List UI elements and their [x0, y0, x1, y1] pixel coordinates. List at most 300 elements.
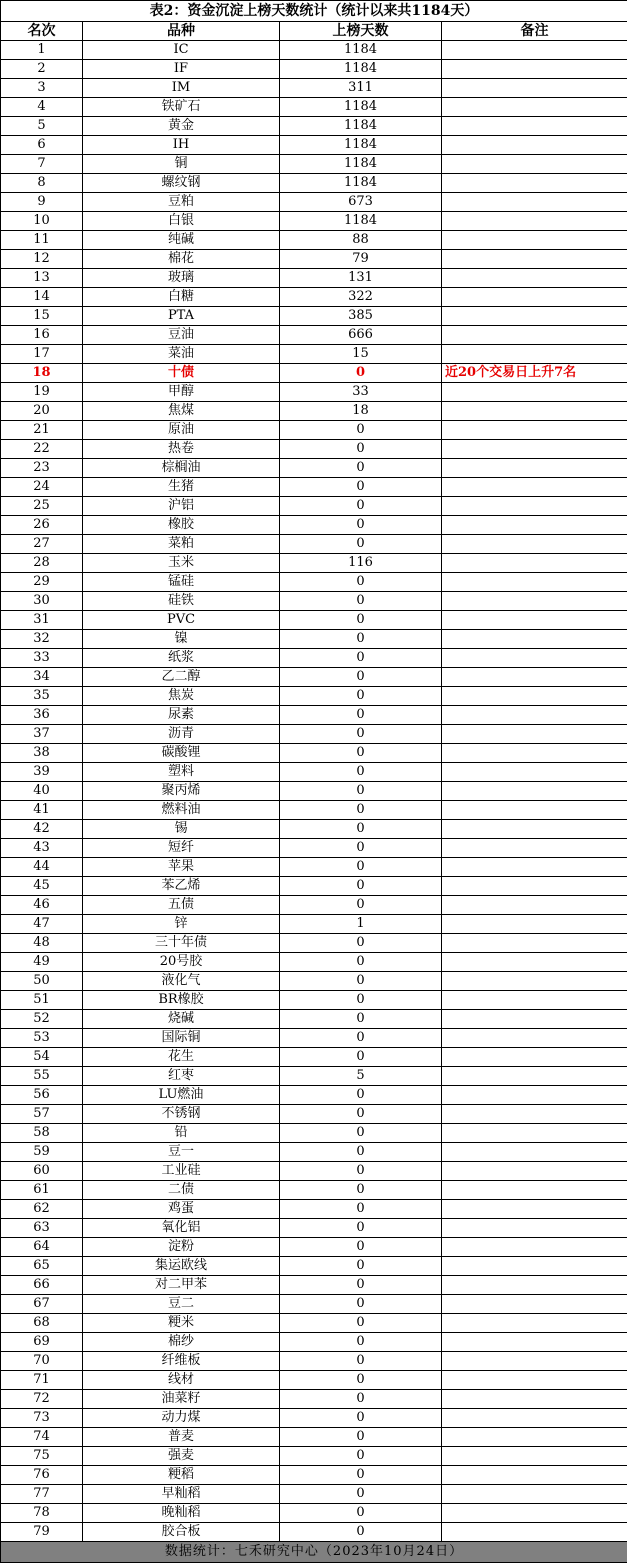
table-row — [1, 269, 627, 288]
cell-rank: 12 — [1, 250, 83, 269]
title-row — [1, 1, 627, 22]
header-rank: 名次 — [1, 22, 83, 41]
cell-days: 0 — [280, 1466, 442, 1485]
table-row — [1, 1029, 627, 1048]
table-row — [1, 459, 627, 478]
table-row — [1, 98, 627, 117]
cell-days: 0 — [280, 839, 442, 858]
cell-name: 黄金 — [83, 117, 280, 136]
cell-days: 0 — [280, 535, 442, 554]
cell-days: 0 — [280, 592, 442, 611]
cell-rank: 63 — [1, 1219, 83, 1238]
cell-name: 早籼稻 — [83, 1485, 280, 1504]
cell-note — [442, 782, 627, 801]
cell-name: 热卷 — [83, 440, 280, 459]
cell-name: 氧化铝 — [83, 1219, 280, 1238]
cell-days: 0 — [280, 744, 442, 763]
cell-note — [442, 516, 627, 535]
cell-name: 乙二醇 — [83, 668, 280, 687]
cell-note — [442, 630, 627, 649]
cell-days: 0 — [280, 1010, 442, 1029]
table-row — [1, 573, 627, 592]
cell-days: 0 — [280, 1523, 442, 1542]
cell-days: 385 — [280, 307, 442, 326]
cell-days: 0 — [280, 972, 442, 991]
table-row — [1, 858, 627, 877]
cell-name: 五债 — [83, 896, 280, 915]
cell-note — [442, 136, 627, 155]
cell-rank: 57 — [1, 1105, 83, 1124]
cell-rank: 72 — [1, 1390, 83, 1409]
table-row — [1, 706, 627, 725]
cell-name: 20号胶 — [83, 953, 280, 972]
table-row — [1, 250, 627, 269]
cell-rank: 28 — [1, 554, 83, 573]
cell-rank: 22 — [1, 440, 83, 459]
cell-days: 0 — [280, 611, 442, 630]
cell-days: 0 — [280, 1143, 442, 1162]
cell-rank: 48 — [1, 934, 83, 953]
cell-rank: 8 — [1, 174, 83, 193]
table-row — [1, 630, 627, 649]
cell-note — [442, 1504, 627, 1523]
cell-rank: 21 — [1, 421, 83, 440]
cell-days: 0 — [280, 687, 442, 706]
cell-note — [442, 649, 627, 668]
cell-note — [442, 1390, 627, 1409]
cell-rank: 79 — [1, 1523, 83, 1542]
cell-name: 短纤 — [83, 839, 280, 858]
cell-name: 工业硅 — [83, 1162, 280, 1181]
cell-rank: 10 — [1, 212, 83, 231]
header-note: 备注 — [442, 22, 627, 41]
header-row — [1, 22, 627, 41]
cell-name: 塑料 — [83, 763, 280, 782]
cell-name: 燃料油 — [83, 801, 280, 820]
cell-name: 普麦 — [83, 1428, 280, 1447]
cell-name: 生猪 — [83, 478, 280, 497]
cell-note — [442, 193, 627, 212]
cell-name: 花生 — [83, 1048, 280, 1067]
cell-rank: 77 — [1, 1485, 83, 1504]
table-row — [1, 288, 627, 307]
table-row — [1, 953, 627, 972]
cell-note — [442, 972, 627, 991]
cell-note — [442, 212, 627, 231]
table-row — [1, 364, 627, 383]
table-row — [1, 744, 627, 763]
cell-name: PTA — [83, 307, 280, 326]
table-row — [1, 1428, 627, 1447]
cell-name: 粳稻 — [83, 1466, 280, 1485]
table-row — [1, 1200, 627, 1219]
cell-name: 线材 — [83, 1371, 280, 1390]
cell-name: IM — [83, 79, 280, 98]
cell-rank: 73 — [1, 1409, 83, 1428]
cell-name: 镍 — [83, 630, 280, 649]
table-row — [1, 1219, 627, 1238]
cell-rank: 37 — [1, 725, 83, 744]
cell-note — [442, 877, 627, 896]
cell-rank: 43 — [1, 839, 83, 858]
cell-note — [442, 611, 627, 630]
cell-note — [442, 459, 627, 478]
cell-name: 铜 — [83, 155, 280, 174]
cell-days: 0 — [280, 440, 442, 459]
cell-name: 油菜籽 — [83, 1390, 280, 1409]
cell-note — [442, 307, 627, 326]
cell-rank: 67 — [1, 1295, 83, 1314]
table-row — [1, 991, 627, 1010]
cell-rank: 40 — [1, 782, 83, 801]
cell-days: 0 — [280, 421, 442, 440]
table-row — [1, 1314, 627, 1333]
cell-days: 0 — [280, 649, 442, 668]
cell-days: 0 — [280, 1314, 442, 1333]
cell-days: 0 — [280, 573, 442, 592]
table-row — [1, 687, 627, 706]
cell-name: 焦煤 — [83, 402, 280, 421]
cell-name: 锌 — [83, 915, 280, 934]
cell-rank: 14 — [1, 288, 83, 307]
cell-name: 红枣 — [83, 1067, 280, 1086]
cell-name: 锰硅 — [83, 573, 280, 592]
cell-days: 0 — [280, 1447, 442, 1466]
cell-name: 棕榈油 — [83, 459, 280, 478]
cell-note — [442, 1466, 627, 1485]
cell-rank: 59 — [1, 1143, 83, 1162]
cell-rank: 56 — [1, 1086, 83, 1105]
cell-note — [442, 288, 627, 307]
cell-rank: 68 — [1, 1314, 83, 1333]
table-row — [1, 1105, 627, 1124]
cell-note — [442, 1124, 627, 1143]
cell-name: PVC — [83, 611, 280, 630]
cell-name: 铅 — [83, 1124, 280, 1143]
cell-note — [442, 1428, 627, 1447]
cell-rank: 49 — [1, 953, 83, 972]
cell-note — [442, 421, 627, 440]
table-row — [1, 117, 627, 136]
cell-note — [442, 763, 627, 782]
cell-days: 1184 — [280, 98, 442, 117]
cell-note — [442, 1238, 627, 1257]
table-row — [1, 307, 627, 326]
table-row — [1, 801, 627, 820]
footer-row — [1, 1542, 627, 1563]
cell-days: 673 — [280, 193, 442, 212]
cell-rank: 69 — [1, 1333, 83, 1352]
cell-rank: 16 — [1, 326, 83, 345]
cell-note — [442, 554, 627, 573]
cell-note — [442, 706, 627, 725]
cell-name: 鸡蛋 — [83, 1200, 280, 1219]
table-row — [1, 193, 627, 212]
table-row — [1, 41, 627, 60]
cell-rank: 2 — [1, 60, 83, 79]
cell-days: 0 — [280, 1485, 442, 1504]
cell-name: 三十年债 — [83, 934, 280, 953]
cell-note — [442, 1181, 627, 1200]
cell-days: 79 — [280, 250, 442, 269]
table-row — [1, 1447, 627, 1466]
cell-name: 粳米 — [83, 1314, 280, 1333]
data-source-footer: 数据统计：七禾研究中心（2023年10月24日） — [1, 1542, 627, 1563]
cell-name: 棉花 — [83, 250, 280, 269]
table-row — [1, 1257, 627, 1276]
cell-name: 豆一 — [83, 1143, 280, 1162]
cell-note — [442, 326, 627, 345]
cell-note — [442, 1295, 627, 1314]
table-row — [1, 1238, 627, 1257]
table-row — [1, 497, 627, 516]
cell-rank: 45 — [1, 877, 83, 896]
cell-note — [442, 1162, 627, 1181]
table-row — [1, 79, 627, 98]
table-row — [1, 1504, 627, 1523]
cell-name: IF — [83, 60, 280, 79]
cell-name: 锡 — [83, 820, 280, 839]
cell-days: 0 — [280, 820, 442, 839]
cell-days: 33 — [280, 383, 442, 402]
cell-days: 1184 — [280, 212, 442, 231]
cell-rank: 53 — [1, 1029, 83, 1048]
cell-note — [442, 934, 627, 953]
cell-days: 0 — [280, 953, 442, 972]
cell-rank: 32 — [1, 630, 83, 649]
cell-note — [442, 725, 627, 744]
cell-days: 0 — [280, 858, 442, 877]
cell-name: 硅铁 — [83, 592, 280, 611]
cell-days: 0 — [280, 1390, 442, 1409]
cell-note — [442, 1371, 627, 1390]
table-row — [1, 1067, 627, 1086]
table-row — [1, 1276, 627, 1295]
cell-days: 1184 — [280, 136, 442, 155]
cell-rank: 23 — [1, 459, 83, 478]
cell-note — [442, 60, 627, 79]
cell-days: 88 — [280, 231, 442, 250]
cell-note — [442, 1352, 627, 1371]
cell-note — [442, 1333, 627, 1352]
cell-rank: 66 — [1, 1276, 83, 1295]
table-row — [1, 1162, 627, 1181]
cell-name: 纸浆 — [83, 649, 280, 668]
cell-days: 0 — [280, 1124, 442, 1143]
table-row — [1, 231, 627, 250]
cell-name: 白糖 — [83, 288, 280, 307]
table-row — [1, 1143, 627, 1162]
cell-days: 322 — [280, 288, 442, 307]
cell-days: 0 — [280, 1219, 442, 1238]
cell-note — [442, 1276, 627, 1295]
cell-note — [442, 744, 627, 763]
cell-note — [442, 497, 627, 516]
cell-days: 116 — [280, 554, 442, 573]
cell-rank: 27 — [1, 535, 83, 554]
cell-note — [442, 1200, 627, 1219]
cell-rank: 78 — [1, 1504, 83, 1523]
cell-rank: 36 — [1, 706, 83, 725]
cell-note — [442, 155, 627, 174]
cell-rank: 31 — [1, 611, 83, 630]
cell-days: 5 — [280, 1067, 442, 1086]
cell-days: 0 — [280, 991, 442, 1010]
cell-note — [442, 801, 627, 820]
cell-name: 沪铝 — [83, 497, 280, 516]
table-row — [1, 155, 627, 174]
cell-name: IC — [83, 41, 280, 60]
cell-days: 0 — [280, 1409, 442, 1428]
table-row — [1, 535, 627, 554]
table-row — [1, 1352, 627, 1371]
cell-days: 0 — [280, 1200, 442, 1219]
cell-rank: 18 — [1, 364, 83, 383]
cell-rank: 3 — [1, 79, 83, 98]
cell-rank: 47 — [1, 915, 83, 934]
cell-rank: 25 — [1, 497, 83, 516]
cell-rank: 30 — [1, 592, 83, 611]
cell-days: 0 — [280, 763, 442, 782]
cell-note — [442, 478, 627, 497]
cell-name: 玉米 — [83, 554, 280, 573]
cell-rank: 5 — [1, 117, 83, 136]
table-row — [1, 1181, 627, 1200]
cell-note: 近20个交易日上升7名 — [442, 364, 627, 383]
cell-rank: 76 — [1, 1466, 83, 1485]
cell-name: 豆粕 — [83, 193, 280, 212]
cell-name: 铁矿石 — [83, 98, 280, 117]
cell-days: 0 — [280, 706, 442, 725]
cell-note — [442, 1086, 627, 1105]
table-row — [1, 763, 627, 782]
cell-rank: 33 — [1, 649, 83, 668]
cell-rank: 55 — [1, 1067, 83, 1086]
cell-name: 二债 — [83, 1181, 280, 1200]
cell-rank: 19 — [1, 383, 83, 402]
cell-name: 原油 — [83, 421, 280, 440]
cell-name: 橡胶 — [83, 516, 280, 535]
cell-rank: 58 — [1, 1124, 83, 1143]
cell-note — [442, 687, 627, 706]
cell-name: 十债 — [83, 364, 280, 383]
table-row — [1, 516, 627, 535]
cell-days: 0 — [280, 630, 442, 649]
cell-days: 0 — [280, 1352, 442, 1371]
cell-note — [442, 79, 627, 98]
table-row — [1, 972, 627, 991]
table-row — [1, 383, 627, 402]
cell-rank: 70 — [1, 1352, 83, 1371]
table-row — [1, 782, 627, 801]
cell-note — [442, 1010, 627, 1029]
table-body — [1, 41, 627, 1542]
cell-days: 0 — [280, 877, 442, 896]
cell-rank: 61 — [1, 1181, 83, 1200]
cell-name: 螺纹钢 — [83, 174, 280, 193]
table-row — [1, 1048, 627, 1067]
cell-rank: 41 — [1, 801, 83, 820]
cell-days: 0 — [280, 1048, 442, 1067]
cell-name: 烧碱 — [83, 1010, 280, 1029]
cell-rank: 74 — [1, 1428, 83, 1447]
cell-name: 尿素 — [83, 706, 280, 725]
cell-rank: 42 — [1, 820, 83, 839]
table-row — [1, 1485, 627, 1504]
cell-note — [442, 896, 627, 915]
cell-rank: 29 — [1, 573, 83, 592]
cell-rank: 52 — [1, 1010, 83, 1029]
table-row — [1, 934, 627, 953]
cell-days: 0 — [280, 1276, 442, 1295]
cell-name: 豆二 — [83, 1295, 280, 1314]
cell-name: 强麦 — [83, 1447, 280, 1466]
cell-days: 0 — [280, 668, 442, 687]
cell-note — [442, 440, 627, 459]
cell-name: 对二甲苯 — [83, 1276, 280, 1295]
table-row — [1, 1409, 627, 1428]
cell-rank: 50 — [1, 972, 83, 991]
cell-name: 胶合板 — [83, 1523, 280, 1542]
cell-name: 沥青 — [83, 725, 280, 744]
cell-days: 15 — [280, 345, 442, 364]
table-row — [1, 554, 627, 573]
cell-note — [442, 250, 627, 269]
table-row — [1, 1086, 627, 1105]
cell-note — [442, 1447, 627, 1466]
table-row — [1, 1124, 627, 1143]
cell-rank: 62 — [1, 1200, 83, 1219]
cell-rank: 64 — [1, 1238, 83, 1257]
cell-rank: 38 — [1, 744, 83, 763]
table-row — [1, 611, 627, 630]
cell-days: 18 — [280, 402, 442, 421]
cell-name: 纯碱 — [83, 231, 280, 250]
cell-name: IH — [83, 136, 280, 155]
cell-note — [442, 117, 627, 136]
cell-note — [442, 1485, 627, 1504]
cell-note — [442, 269, 627, 288]
cell-days: 0 — [280, 1181, 442, 1200]
cell-note — [442, 535, 627, 554]
cell-note — [442, 858, 627, 877]
table-title: 表2：资金沉淀上榜天数统计（统计以来共1184天） — [1, 1, 627, 22]
cell-name: 甲醇 — [83, 383, 280, 402]
cell-days: 0 — [280, 1257, 442, 1276]
cell-days: 0 — [280, 934, 442, 953]
table-row — [1, 839, 627, 858]
cell-days: 1 — [280, 915, 442, 934]
cell-days: 0 — [280, 459, 442, 478]
header-days: 上榜天数 — [280, 22, 442, 41]
table-row — [1, 1333, 627, 1352]
table-row — [1, 1390, 627, 1409]
cell-rank: 4 — [1, 98, 83, 117]
cell-rank: 39 — [1, 763, 83, 782]
cell-days: 0 — [280, 1238, 442, 1257]
cell-days: 666 — [280, 326, 442, 345]
cell-rank: 1 — [1, 41, 83, 60]
cell-note — [442, 1048, 627, 1067]
cell-note — [442, 231, 627, 250]
table-row — [1, 896, 627, 915]
cell-rank: 44 — [1, 858, 83, 877]
cell-days: 0 — [280, 782, 442, 801]
cell-days: 0 — [280, 497, 442, 516]
cell-name: 苹果 — [83, 858, 280, 877]
cell-days: 0 — [280, 516, 442, 535]
cell-note — [442, 1029, 627, 1048]
